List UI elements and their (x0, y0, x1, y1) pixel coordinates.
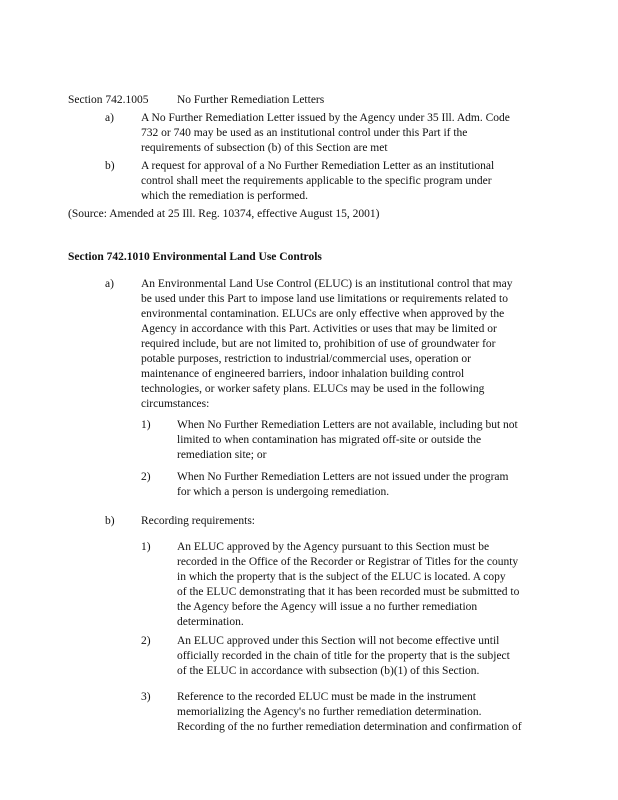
text-line: recorded in the Office of the Recorder or Registrar of Titles for the county (177, 556, 519, 568)
text-line: 732 or 740 may be used as an institutional control under this Part if the (141, 127, 468, 139)
text-line: A request for approval of a No Further Remediation Letter as an institutional (141, 160, 495, 172)
section-1010-b3-text (177, 690, 522, 735)
text-line: Reference to the recorded ELUC must be made in the instrument (177, 691, 476, 703)
section-1010-a2-text (177, 470, 508, 500)
text-line: Agency in accordance with this Part. Activities or uses that may be limited or (141, 323, 497, 335)
section-1005-b-text (141, 159, 494, 204)
section-1010-a-marker: a) (105, 278, 114, 290)
text-line: technologies, or worker safety plans. ELUCs may be used in the following (141, 383, 485, 395)
text-line: circumstances: (141, 398, 210, 410)
text-line: maintenance of engineered barriers, indoor inhalation building control (141, 368, 465, 380)
text-line: An ELUC approved under this Section will not become effective until (177, 635, 500, 647)
text-line: When No Further Remediation Letters are not available, including but not (177, 419, 518, 431)
text-line: potable purposes, restriction to industrial/commercial uses, operation or (141, 353, 471, 365)
section-1005-number: Section 742.1005 (68, 94, 149, 106)
text-line: be used under this Part to impose land use limitations or requirements related to (141, 293, 508, 305)
text-line: An ELUC approved by the Agency pursuant to this Section must be (177, 541, 490, 553)
section-1010-b-text: Recording requirements: (141, 515, 256, 527)
text-line: required include, but are not limited to, prohibition of use of groundwater for (141, 338, 496, 350)
section-1010-a1-text (177, 418, 518, 463)
text-line: remediation site; or (177, 449, 267, 461)
section-1005-a-text (141, 111, 510, 156)
text-line: control shall meet the requirements applicable to the specific program under (141, 175, 492, 187)
section-1010-b3-marker: 3) (141, 691, 151, 703)
text-line: determination. (177, 616, 244, 628)
section-1010-a1-marker: 1) (141, 419, 151, 431)
section-1010-b1-text (177, 540, 519, 630)
text-line: of the ELUC in accordance with subsection (b)(1) of this Section. (177, 665, 480, 677)
source-note: (Source: Amended at 25 Ill. Reg. 10374, effective August 15, 2001) (68, 208, 380, 220)
section-1010-a-text (141, 277, 512, 412)
text-line: When No Further Remediation Letters are not issued under the program (177, 471, 509, 483)
text-line: for which a person is undergoing remediation. (177, 486, 390, 498)
text-line: in which the property that is the subject of the ELUC is located. A copy (177, 571, 506, 583)
text-line: A No Further Remediation Letter issued by the Agency under 35 Ill. Adm. Code (141, 112, 510, 124)
text-line: An Environmental Land Use Control (ELUC) is an institutional control that may (141, 278, 513, 290)
text-line: officially recorded in the chain of title for the property that is the subject (177, 650, 510, 662)
text-line: which the remediation is performed. (141, 190, 309, 202)
section-1010-b2-text (177, 634, 510, 679)
text-line: environmental contamination. ELUCs are only effective when approved by the (141, 308, 505, 320)
text-line: the Agency before the Agency will issue a no further remediation (177, 601, 478, 613)
text-line: memorializing the Agency's no further remediation determination. (177, 706, 482, 718)
text-line: of the ELUC demonstrating that it has been recorded must be submitted to (177, 586, 520, 598)
section-1010-heading: Section 742.1010 Environmental Land Use Controls (68, 251, 322, 263)
text-line: Recording of the no further remediation determination and confirmation of (177, 721, 522, 733)
section-1005-a-marker: a) (105, 112, 114, 124)
section-1005-title: No Further Remediation Letters (177, 94, 325, 106)
text-line: requirements of subsection (b) of this Section are met (141, 142, 388, 154)
text-line: limited to when contamination has migrated off-site or outside the (177, 434, 482, 446)
section-1010-a2-marker: 2) (141, 471, 151, 483)
section-1010-b2-marker: 2) (141, 635, 151, 647)
section-1010-b-marker: b) (105, 515, 115, 527)
section-1005-b-marker: b) (105, 160, 115, 172)
section-1010-b1-marker: 1) (141, 541, 151, 553)
